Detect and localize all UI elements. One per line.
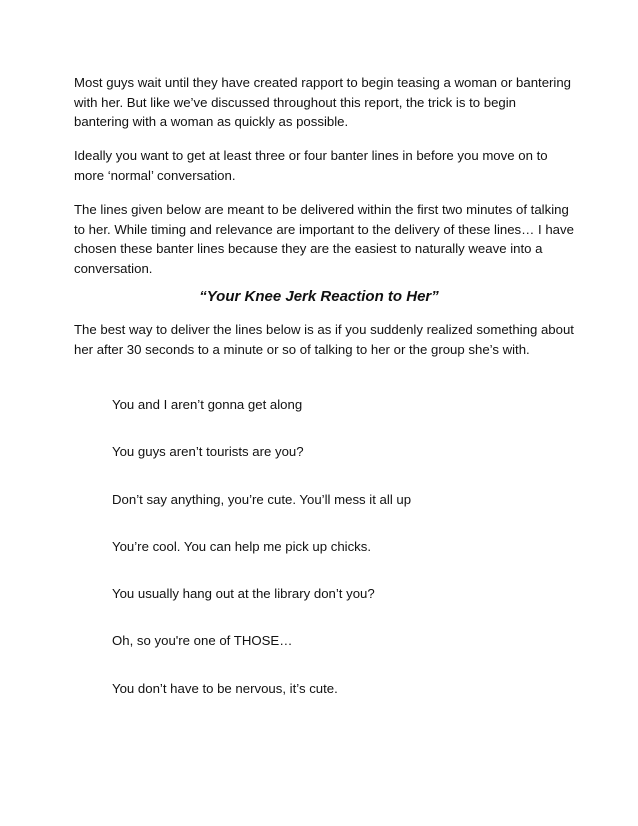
banter-line: You guys aren’t tourists are you? bbox=[112, 444, 304, 460]
paragraph-teasing: Most guys wait until they have created rapport to begin teasing a woman or bantering with her. But like we’ve discussed throughout this report, the trick is to begin bantering with a woman as quickly as possible. bbox=[74, 75, 572, 129]
banter-line: You don’t have to be nervous, it’s cute. bbox=[112, 680, 338, 696]
banter-line: You and I aren’t gonna get along bbox=[112, 397, 303, 412]
paragraph-banter-count: Ideally you want to get at least three or four banter lines in before you move on to more ‘normal’ conversation. bbox=[74, 148, 548, 183]
section-heading: “Your Knee Jerk Reaction to Her” bbox=[199, 288, 439, 305]
paragraph-delivery-intro: The best way to deliver the lines below is as if you suddenly realized something about her after 30 seconds to a minute or so of talking to her or the group she’s with. bbox=[74, 322, 574, 357]
banter-line: Don’t say anything, you’re cute. You’ll mess it all up bbox=[112, 491, 412, 507]
paragraph-delivery-timing: The lines given below are meant to be delivered within the first two minutes of talking to her. While timing and relevance are important to the delivery of these lines… I have chosen these banter lines because they are the easiest to naturally weave into a conversation. bbox=[74, 202, 574, 276]
banter-line: You usually hang out at the library don’t you? bbox=[112, 586, 375, 602]
banter-lines-list bbox=[112, 395, 572, 726]
banter-line: Oh, so you're one of THOSE… bbox=[112, 633, 293, 649]
banter-line: You’re cool. You can help me pick up chicks. bbox=[112, 538, 372, 554]
